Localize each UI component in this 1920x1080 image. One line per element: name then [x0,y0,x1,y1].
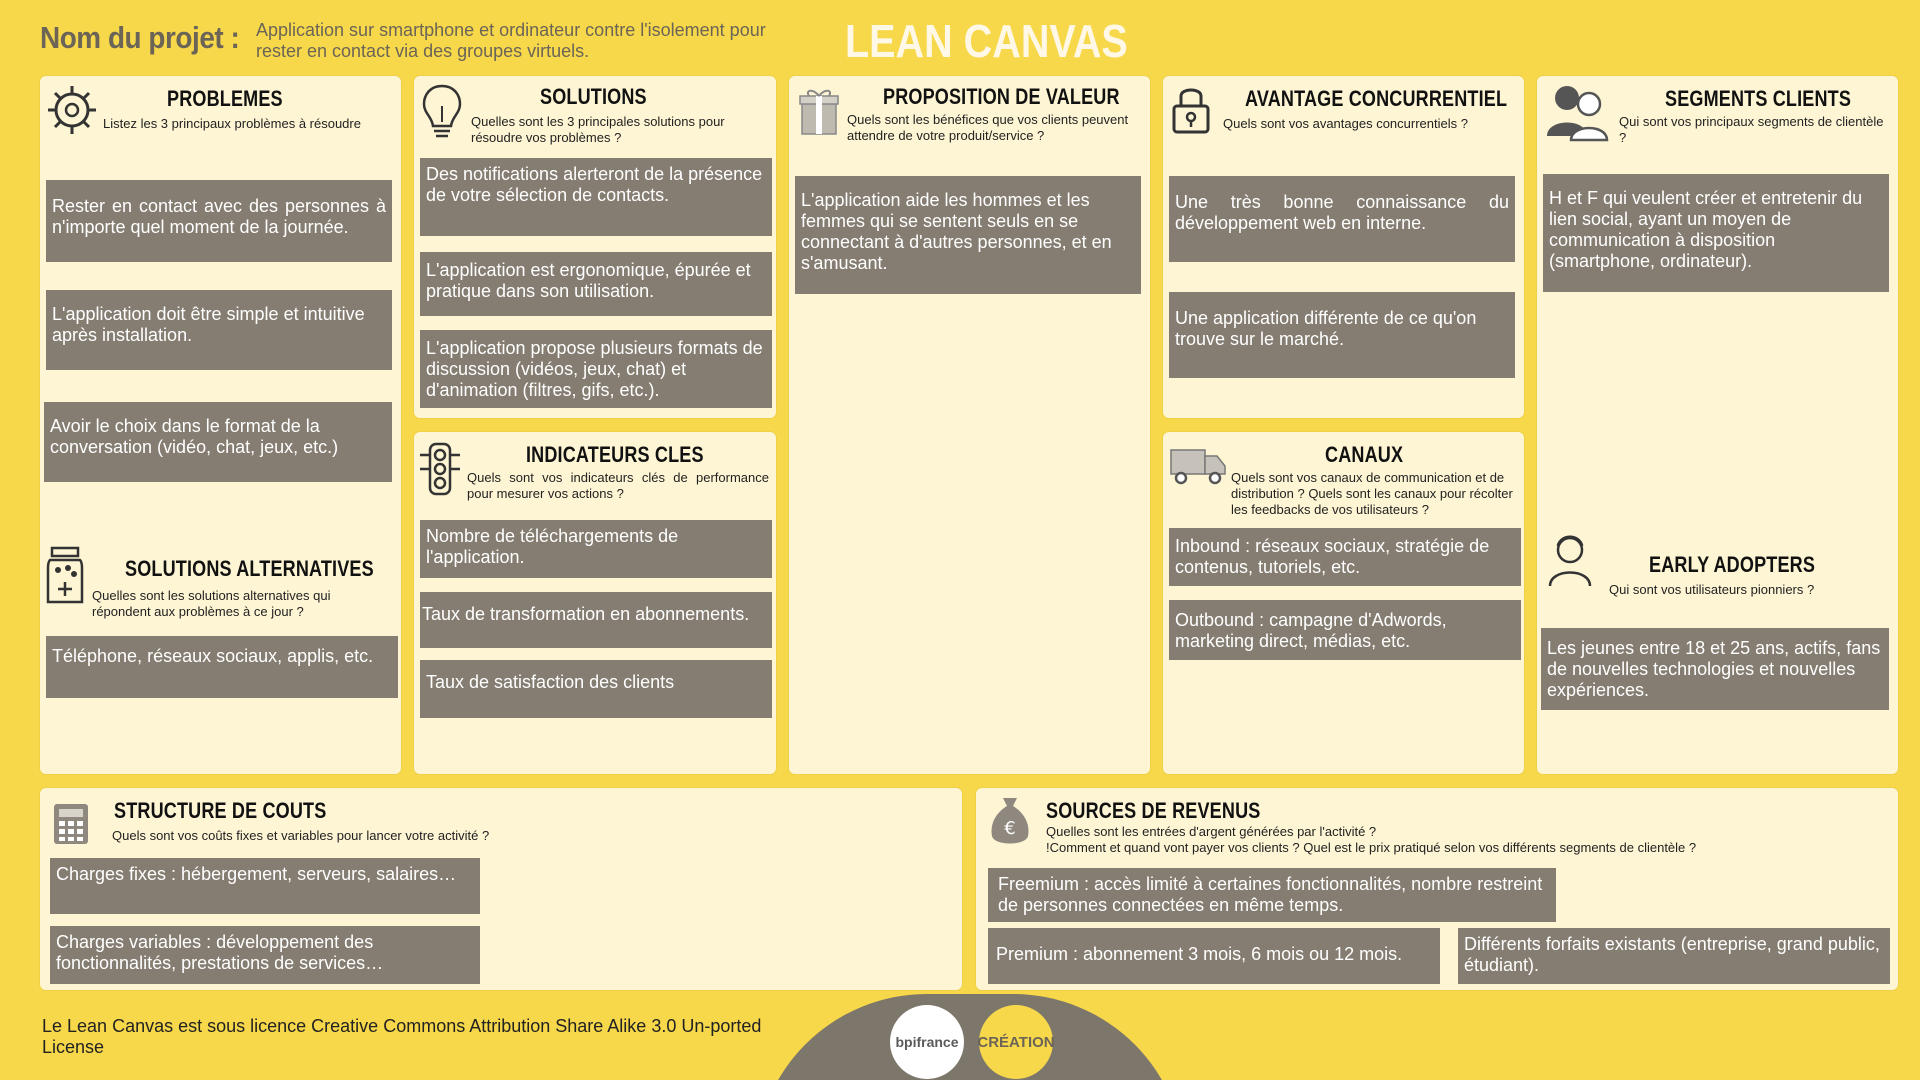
bpifrance-logo: bpifrance [890,1005,964,1079]
avantage-item-2: Une application différente de ce qu'on trouve sur le marché. [1169,292,1515,378]
project-description: Application sur smartphone et ordinateur contre l'isolement pour rester en contact via des groupes virtuels. [256,20,766,61]
proposition-title: PROPOSITION DE VALEUR [883,84,1120,109]
avantage-description: Quels sont vos avantages concurrentiels ? [1223,116,1468,131]
couts-title: STRUCTURE DE COUTS [114,798,327,823]
panel-canaux [1163,432,1524,774]
early-adopters-title: EARLY ADOPTERS [1649,552,1816,577]
traffic-light-icon [418,442,462,496]
panel-solutions [414,76,776,418]
solutions-alternatives-item-1: Téléphone, réseaux sociaux, applis, etc. [46,636,398,698]
couts-description: Quels sont vos coûts fixes et variables pour lancer votre activité ? [112,828,490,843]
problemes-description: Listez les 3 principaux problèmes à résoudre [103,116,361,131]
solutions-description: Quelles sont les 3 principales solutions pour résoudre vos problèmes ? [471,114,725,145]
canaux-title: CANAUX [1325,442,1404,467]
revenus-item-2: Premium : abonnement 3 mois, 6 mois ou 12 mois. [988,928,1440,984]
revenus-item-3: Différents forfaits existants (entreprise, grand public, étudiant). [1458,928,1890,984]
indicateurs-description: Quels sont vos indicateurs clés de performance pour mesurer vos actions ? [467,470,769,501]
proposition-description: Quels sont les bénéfices que vos clients peuvent attendre de votre produit/service ? [847,112,1129,143]
jar-icon [44,546,88,608]
person-icon [1547,532,1593,588]
panel-problemes [40,76,401,774]
panel-couts [40,788,962,990]
indicateurs-item-3: Taux de satisfaction des clients [420,660,772,718]
revenus-description: Quelles sont les entrées d'argent générées par l'activité ? !Comment et quand vont payer vos clients ? Quel est le prix pratiqué selon vos différents segments de clientèle ? [1046,824,1697,855]
avantage-item-1: Une très bonne connaissance du développement web en interne. [1169,176,1515,262]
gear-virus-icon [44,82,100,138]
solutions-alternatives-title: SOLUTIONS ALTERNATIVES [125,556,374,581]
money-bag-icon [988,794,1032,848]
canvas-title: LEAN CANVAS [845,15,1128,67]
gift-icon [799,86,839,136]
solutions-alternatives-description: Quelles sont les solutions alternatives qui répondent aux problèmes à ce jour ? [92,588,331,619]
indicateurs-item-1: Nombre de téléchargements de l'application. [420,520,772,578]
license-text: Le Lean Canvas est sous licence Creative Commons Attribution Share Alike 3.0 Un-ported License [42,1016,762,1057]
lightbulb-icon [420,82,464,142]
avantage-title: AVANTAGE CONCURRENTIEL [1245,86,1508,111]
solutions-title: SOLUTIONS [540,84,647,109]
panel-indicateurs [414,432,776,774]
problemes-item-3: Avoir le choix dans le format de la conversation (vidéo, chat, jeux, etc.) [44,402,392,482]
solutions-item-1: Des notifications alerteront de la présence de votre sélection de contacts. [420,158,772,236]
padlock-icon [1171,84,1211,136]
canaux-item-1: Inbound : réseaux sociaux, stratégie de contenus, tutoriels, etc. [1169,528,1521,586]
early-adopters-item-1: Les jeunes entre 18 et 25 ans, actifs, fans de nouvelles technologies et nouvelles expériences. [1541,628,1889,710]
panel-proposition [789,76,1150,774]
svg-text:€: € [1004,818,1016,839]
problemes-item-2: L'application doit être simple et intuitive après installation. [46,290,392,370]
panel-avantage [1163,76,1524,418]
indicateurs-item-2: Taux de transformation en abonnements. [420,592,772,648]
canaux-item-2: Outbound : campagne d'Adwords, marketing direct, médias, etc. [1169,600,1521,660]
solutions-item-3: L'application propose plusieurs formats de discussion (vidéos, jeux, chat) et d'animation (filtres, gifs, etc.). [420,330,772,408]
footer-arc [755,994,1185,1080]
indicateurs-title: INDICATEURS CLES [526,442,704,467]
creation-logo: CRÉATION [979,1005,1053,1079]
canaux-description: Quels sont vos canaux de communication et de distribution ? Quels sont les canaux pour récolter les feedbacks de vos utilisateurs ? [1231,470,1513,517]
solutions-item-2: L'application est ergonomique, épurée et pratique dans son utilisation. [420,252,772,316]
problemes-title: PROBLEMES [167,86,283,111]
couts-item-2: Charges variables : développement des fonctionnalités, prestations de services… [50,926,480,984]
project-label: Nom du projet : [40,20,240,55]
people-icon [1545,80,1609,142]
revenus-title: SOURCES DE REVENUS [1046,798,1261,823]
panel-revenus [976,788,1898,990]
panel-segments [1537,76,1898,774]
truck-icon [1169,444,1227,486]
calculator-icon [52,802,90,846]
segments-description: Qui sont vos principaux segments de clientèle ? [1619,114,1884,145]
revenus-item-1: Freemium : accès limité à certaines fonctionnalités, nombre restreint de personnes connectées en même temps. [988,868,1556,922]
segments-title: SEGMENTS CLIENTS [1665,86,1852,111]
early-adopters-description: Qui sont vos utilisateurs pionniers ? [1609,582,1815,597]
proposition-item-1: L'application aide les hommes et les femmes qui se sentent seuls en se connectant à d'autres personnes, et en s'amusant. [795,176,1141,294]
problemes-item-1: Rester en contact avec des personnes à n'importe quel moment de la journée. [46,180,392,262]
segments-item-1: H et F qui veulent créer et entretenir du lien social, ayant un moyen de communication à disposition (smartphone, ordinateur). [1543,174,1889,292]
couts-item-1: Charges fixes : hébergement, serveurs, salaires… [50,858,480,914]
